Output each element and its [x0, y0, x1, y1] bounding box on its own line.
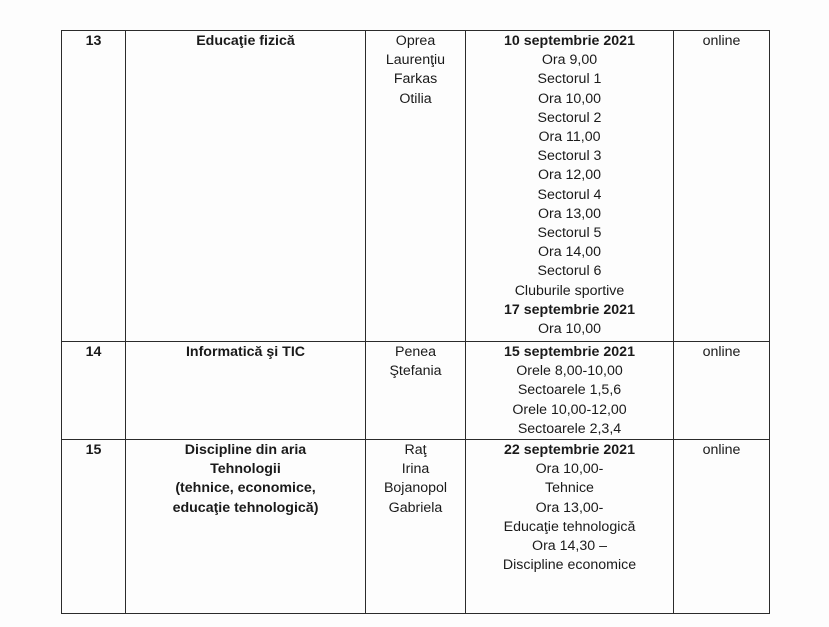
row-number: 13 — [62, 31, 126, 342]
schedule-date: 22 septembrie 2021 — [504, 442, 635, 459]
discipline-line: Discipline din aria — [184, 442, 307, 459]
discipline-line: Tehnologii — [210, 461, 281, 478]
professor-line: Raţ — [404, 442, 427, 459]
professors-cell — [366, 342, 466, 440]
schedule-line: Sectorul 1 — [537, 71, 602, 88]
schedule-line: Orele 10,00-12,00 — [512, 401, 627, 418]
schedule-line: Ora 14,30 – — [532, 538, 607, 555]
discipline-line: (tehnice, economice, — [175, 480, 316, 497]
mode-cell: online — [674, 31, 770, 342]
schedule-line: Sectoarele 1,5,6 — [517, 382, 622, 399]
table-row — [62, 342, 770, 440]
mode-cell: online — [674, 342, 770, 440]
professor-line: Ştefania — [389, 363, 442, 380]
mode-cell: online — [674, 440, 770, 614]
discipline-cell — [126, 342, 366, 440]
schedule-table-body — [62, 31, 770, 614]
schedule-line: Educaţie tehnologică — [503, 518, 636, 535]
schedule-date: 15 septembrie 2021 — [504, 344, 635, 360]
professors-cell — [366, 31, 466, 342]
professor-line: Penea — [394, 344, 437, 360]
discipline-cell — [126, 440, 366, 614]
schedule-line: Orele 8,00-10,00 — [516, 363, 623, 380]
professor-line: Bojanopol — [383, 480, 448, 497]
schedule-date: 17 septembrie 2021 — [504, 301, 635, 318]
table-row — [62, 31, 770, 342]
professors-cell — [366, 440, 466, 614]
schedule-line: Ora 13,00 — [537, 205, 602, 222]
professor-line: Laurenţiu — [385, 52, 446, 69]
schedule-line: Cluburile sportive — [514, 282, 625, 299]
schedule-cell — [466, 31, 674, 342]
professor-line: Irina — [401, 461, 430, 478]
schedule-line: Ora 13,00- — [535, 499, 604, 516]
schedule-line: Ora 10,00 — [537, 321, 602, 338]
schedule-line: Sectorul 6 — [537, 263, 602, 280]
row-number: 14 — [62, 342, 126, 440]
row-number: 15 — [62, 440, 126, 614]
table-row — [62, 440, 770, 614]
schedule-line: Tehnice — [545, 480, 594, 497]
professor-line: Otilia — [399, 90, 432, 107]
professor-line: Gabriela — [388, 499, 443, 516]
schedule-line: Discipline economice — [502, 557, 637, 574]
schedule-line: Ora 9,00 — [541, 52, 598, 69]
professor-line: Farkas — [393, 71, 438, 88]
schedule-line: Ora 10,00- — [535, 461, 604, 478]
professor-line: Oprea — [395, 33, 436, 49]
schedule-line: Sectoarele 2,3,4 — [517, 420, 622, 437]
schedule-line: Ora 14,00 — [537, 244, 602, 261]
schedule-date: 10 septembrie 2021 — [504, 33, 635, 49]
discipline-cell — [126, 31, 366, 342]
discipline-line: Educaţie fizică — [196, 33, 295, 49]
schedule-cell — [466, 342, 674, 440]
schedule-line: Ora 11,00 — [538, 129, 601, 146]
schedule-line: Ora 10,00 — [537, 90, 602, 107]
schedule-line: Sectorul 5 — [537, 225, 602, 242]
discipline-line: Informatică şi TIC — [185, 344, 306, 360]
schedule-line: Sectorul 3 — [537, 148, 602, 165]
schedule-line: Sectorul 2 — [537, 109, 602, 126]
schedule-line: Ora 12,00 — [537, 167, 602, 184]
discipline-line: educaţie tehnologică) — [172, 499, 319, 516]
schedule-table — [61, 30, 770, 614]
schedule-line: Sectorul 4 — [537, 186, 602, 203]
schedule-cell — [466, 440, 674, 614]
